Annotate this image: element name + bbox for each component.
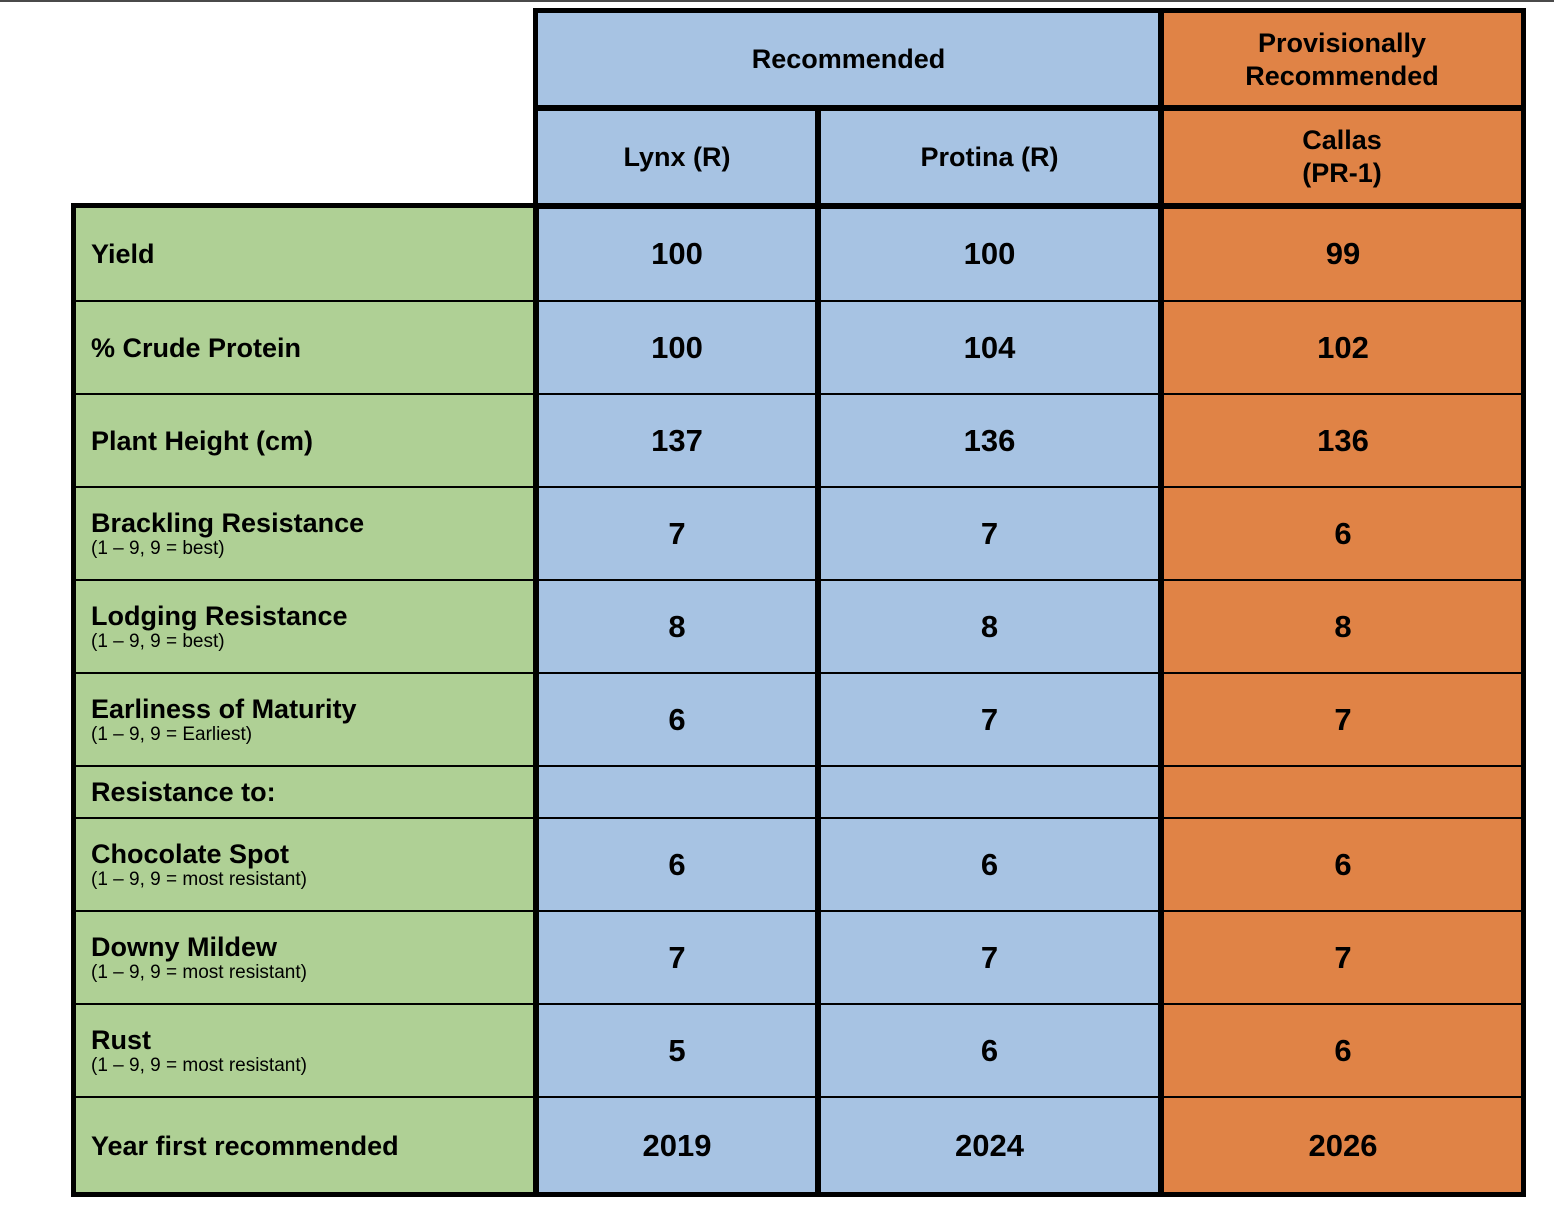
value-cell-protina	[817, 672, 1162, 767]
value-cell-protina	[817, 393, 1162, 488]
value-cell-protina	[817, 910, 1162, 1005]
row-label-text: Earliness of Maturity	[91, 693, 357, 724]
value-text: 7	[980, 701, 999, 737]
value-cell-protina	[817, 486, 1162, 581]
value-text: 2026	[1308, 1128, 1378, 1163]
value-text: 8	[668, 608, 686, 644]
value-cell-protina	[817, 765, 1162, 819]
value-cell-callas	[1160, 817, 1526, 912]
group-header-provisional-line1: Provisionally	[1257, 27, 1427, 58]
row-label	[73, 1003, 537, 1098]
row-label	[73, 672, 537, 767]
value-text: 100	[963, 235, 1016, 271]
row-label-note: (1 – 9, 9 = most resistant)	[91, 868, 307, 890]
group-header-provisional	[1160, 10, 1524, 109]
value-cell-callas	[1160, 393, 1526, 488]
value-text: 104	[963, 329, 1016, 365]
row-label	[73, 205, 537, 302]
row-label	[73, 486, 537, 581]
value-cell-lynx	[535, 672, 819, 767]
value-cell-callas	[1160, 300, 1526, 395]
column-header-protina-text: Protina (R)	[920, 141, 1059, 172]
value-text: 102	[1317, 329, 1369, 365]
value-cell-lynx	[535, 393, 819, 488]
value-text: 2019	[642, 1128, 712, 1163]
column-header-callas-line2: (PR-1)	[1302, 158, 1382, 188]
value-text: 6	[668, 846, 686, 882]
value-text: 7	[980, 939, 999, 975]
value-cell-callas	[1160, 910, 1526, 1005]
value-cell-lynx	[535, 486, 819, 581]
row-label-note: (1 – 9, 9 = best)	[91, 630, 225, 652]
value-text: 7	[1334, 701, 1352, 737]
value-text: 6	[980, 846, 999, 882]
group-header-provisional-line2: Recommended	[1245, 60, 1439, 91]
group-header-recommended-text: Recommended	[751, 44, 946, 74]
value-cell-protina	[817, 205, 1162, 302]
value-text: 100	[651, 235, 703, 271]
value-text: 6	[1334, 1032, 1352, 1068]
value-cell-callas	[1160, 672, 1526, 767]
value-text: 2024	[955, 1128, 1024, 1163]
value-text: 100	[651, 329, 703, 365]
row-label-text: Chocolate Spot	[91, 838, 290, 869]
value-cell-callas	[1160, 205, 1526, 302]
value-cell-callas	[1160, 486, 1526, 581]
value-cell-lynx	[535, 579, 819, 674]
row-label-note: (1 – 9, 9 = best)	[91, 537, 225, 559]
column-header-lynx	[535, 107, 819, 207]
row-label	[73, 393, 537, 488]
row-label-text: Yield	[91, 238, 155, 269]
row-label-text: Brackling Resistance	[91, 507, 365, 538]
row-label	[73, 765, 537, 819]
value-text: 6	[1334, 515, 1352, 551]
row-label-text: Resistance to:	[91, 777, 276, 807]
value-cell-lynx	[535, 1096, 819, 1196]
value-text: 136	[963, 422, 1016, 458]
value-cell-protina	[817, 300, 1162, 395]
value-text: 8	[980, 608, 999, 644]
value-cell-callas	[1160, 765, 1526, 819]
row-label	[73, 300, 537, 395]
value-text: 8	[1334, 608, 1352, 644]
row-label	[73, 817, 537, 912]
column-header-callas-line1: Callas	[1302, 125, 1382, 155]
value-cell-lynx	[535, 765, 819, 819]
value-text: 7	[668, 939, 686, 975]
group-header-recommended	[535, 10, 1162, 109]
value-cell-protina	[817, 579, 1162, 674]
value-text: 7	[980, 515, 999, 551]
value-cell-callas	[1160, 1096, 1526, 1196]
value-text: 136	[1317, 422, 1369, 458]
value-cell-lynx	[535, 205, 819, 302]
value-text: 6	[980, 1032, 999, 1068]
row-label-note: (1 – 9, 9 = Earliest)	[91, 723, 253, 745]
row-label-text: Lodging Resistance	[91, 600, 348, 631]
row-label	[73, 1096, 537, 1196]
value-cell-protina	[817, 1003, 1162, 1098]
value-cell-callas	[1160, 579, 1526, 674]
row-label-text: Downy Mildew	[91, 931, 278, 962]
row-label-text: % Crude Protein	[91, 332, 302, 363]
value-text: 6	[668, 701, 686, 737]
row-label-text: Year first recommended	[91, 1131, 399, 1161]
value-text: 6	[1334, 846, 1352, 882]
value-cell-lynx	[535, 910, 819, 1005]
value-cell-protina	[817, 1096, 1162, 1196]
value-text: 5	[668, 1032, 686, 1068]
value-cell-lynx	[535, 1003, 819, 1098]
row-label-note: (1 – 9, 9 = most resistant)	[91, 1054, 307, 1076]
column-header-protina	[817, 107, 1162, 207]
value-text: 7	[1334, 939, 1352, 975]
row-label-text: Rust	[91, 1024, 151, 1055]
value-cell-lynx	[535, 300, 819, 395]
value-text: 137	[651, 422, 703, 458]
row-label	[73, 579, 537, 674]
top-rule	[0, 0, 1554, 2]
row-label	[73, 910, 537, 1005]
row-label-note: (1 – 9, 9 = most resistant)	[91, 961, 307, 983]
value-text: 99	[1325, 235, 1361, 271]
value-cell-protina	[817, 817, 1162, 912]
column-header-callas	[1160, 107, 1524, 207]
column-header-lynx-text: Lynx (R)	[623, 141, 731, 172]
value-cell-lynx	[535, 817, 819, 912]
row-label-text: Plant Height (cm)	[91, 425, 314, 456]
value-text: 7	[668, 515, 686, 551]
value-cell-callas	[1160, 1003, 1526, 1098]
